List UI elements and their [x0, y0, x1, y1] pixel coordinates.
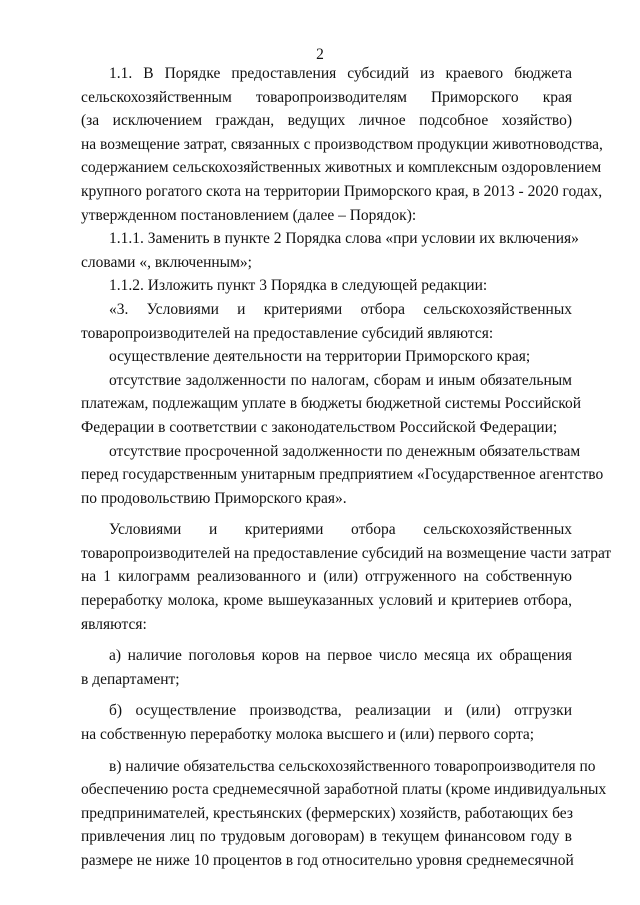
- text-line: б) осуществление производства, реализации и (или) отгрузки: [109, 702, 572, 720]
- paragraph-gap: [81, 747, 572, 755]
- text-line: словами «, включенным»;: [81, 253, 252, 271]
- text-line: привлечения лиц по трудовым договорам) в текущем финансовом году в: [81, 828, 572, 846]
- text-line: сельскохозяйственным товаропроизводителям Приморского края: [81, 88, 572, 106]
- text-line: отсутствие просроченной задолженности по денежным обязательствам: [109, 442, 581, 460]
- text-line: перед государственным унитарным предприятием «Государственное агентство: [81, 466, 604, 484]
- text-line: «3. Условиями и критериями отбора сельскохозяйственных: [109, 300, 572, 318]
- text-line: а) наличие поголовья коров на первое число месяца их обращения: [109, 647, 572, 665]
- paragraph-condition-taxes: [81, 369, 582, 440]
- paragraph-item-v: [81, 755, 607, 873]
- text-line: являются:: [81, 615, 147, 633]
- text-line: утвержденном постановлением (далее – Порядок):: [81, 206, 417, 224]
- text-line: осуществление деятельности на территории Приморского края;: [109, 348, 531, 366]
- text-line: в) наличие обязательства сельскохозяйственного товаропроизводителя по: [109, 757, 596, 775]
- paragraph-condition-debt: [81, 440, 604, 511]
- text-line: 1.1. В Порядке предоставления субсидий из краевого бюджета: [109, 65, 572, 82]
- text-line: 1.1.2. Изложить пункт 3 Порядка в следующей редакции:: [109, 277, 488, 295]
- text-line: товаропроизводителей на предоставление субсидий на возмещение части затрат: [81, 544, 612, 562]
- paragraph-condition-territory: [81, 345, 572, 369]
- text-line: на собственную переработку молока высшего и (или) первого сорта;: [81, 726, 535, 744]
- paragraph-1-1-2: [81, 274, 572, 298]
- paragraph-gap: [81, 691, 572, 699]
- text-line: товаропроизводителей на предоставление субсидий являются:: [81, 324, 494, 342]
- text-line: крупного рогатого скота на территории Приморского края, в 2013 - 2020 годах,: [81, 182, 603, 200]
- paragraph-item-a: [81, 644, 572, 691]
- text-line: переработку молока, кроме вышеуказанных условий и критериев отбора,: [81, 592, 572, 610]
- text-line: Федерации в соответствии с законодательством Российской Федерации;: [81, 418, 558, 436]
- text-line: на 1 килограмм реализованного и (или) отгруженного на собственную: [81, 568, 572, 586]
- paragraph-item-3: [81, 298, 572, 345]
- paragraph-1-1: [81, 62, 603, 227]
- text-line: Условиями и критериями отбора сельскохозяйственных: [109, 521, 572, 539]
- text-line: отсутствие задолженности по налогам, сборам и иным обязательным: [109, 371, 572, 389]
- text-line: 1.1.1. Заменить в пункте 2 Порядка слова «при условии их включения»: [109, 230, 579, 248]
- text-line: по продовольствию Приморского края».: [81, 489, 347, 507]
- text-line: предпринимателей, крестьянских (фермерских) хозяйств, работающих без: [81, 804, 573, 822]
- text-line: содержанием сельскохозяйственных животных и комплексным оздоровлением: [81, 159, 602, 177]
- text-line: обеспечению роста среднемесячной заработной платы (кроме индивидуальных: [81, 781, 607, 799]
- text-line: размере не ниже 10 процентов в год относительно уровня среднемесячной: [81, 852, 574, 869]
- paragraph-gap: [81, 510, 572, 518]
- paragraph-milk-criteria: [81, 518, 612, 636]
- page-number: 2: [316, 46, 324, 63]
- paragraph-1-1-1: [81, 227, 579, 274]
- text-line: (за исключением граждан, ведущих личное подсобное хозяйство): [81, 112, 572, 130]
- text-line: на возмещение затрат, связанных с производством продукции животноводства,: [81, 135, 603, 153]
- text-line: в департамент;: [81, 670, 180, 688]
- text-line: платежам, подлежащим уплате в бюджеты бюджетной системы Российской: [81, 395, 582, 413]
- paragraph-item-b: [81, 699, 572, 746]
- document-body: [81, 62, 612, 873]
- paragraph-gap: [81, 636, 572, 644]
